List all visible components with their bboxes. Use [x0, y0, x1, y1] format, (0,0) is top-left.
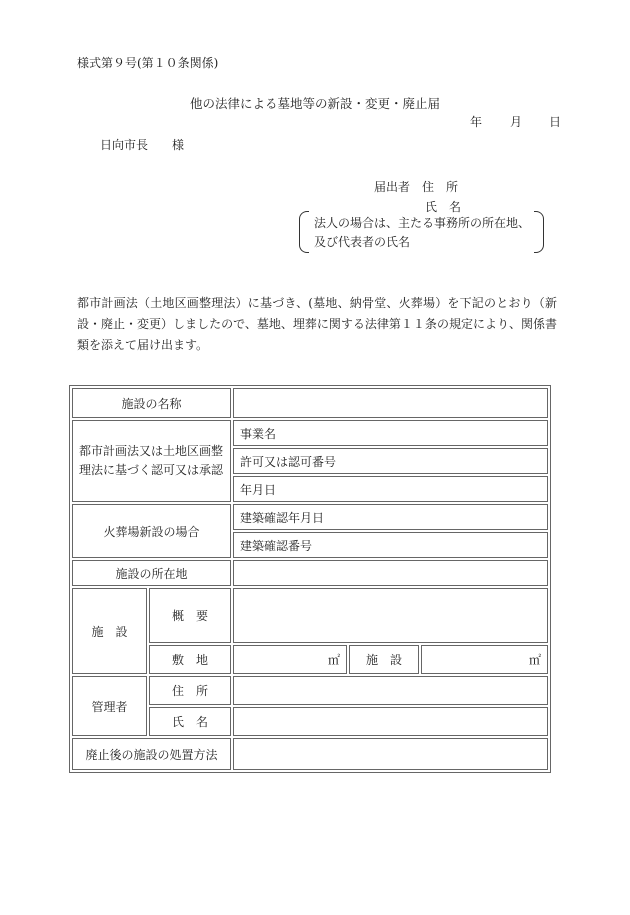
building-confirm-date-field[interactable]: 建築確認年月日	[233, 504, 548, 530]
applicant-address-label: 届出者 住 所	[374, 180, 459, 194]
approval-label-line1: 都市計画法又は土地区画整	[79, 444, 224, 458]
manager-name-field[interactable]	[233, 707, 548, 736]
date-month: 月	[510, 115, 523, 129]
facility-location-label: 施設の所在地	[72, 560, 231, 586]
date-day: 日	[549, 115, 562, 129]
approval-label-line2: 理法に基づく認可又は承認	[79, 463, 224, 477]
facility-location-field[interactable]	[233, 560, 548, 586]
building-confirm-number-field[interactable]: 建築確認番号	[233, 532, 548, 558]
notification-table	[69, 385, 551, 773]
form-number: 様式第９号(第１０条関係)	[77, 56, 219, 70]
manager-name-label: 氏 名	[149, 707, 231, 736]
facility-area-label: 施 設	[349, 645, 419, 674]
applicant-name-label: 氏 名	[425, 200, 462, 214]
body-text: 都市計画法（土地区画整理法）に基づき、(墓地、納骨堂、火葬場）を下記のとおり（新設・廃止・変更）しましたので、墓地、埋葬に関する法律第１１条の規定により、関係書類を添えて届け出ます。	[77, 296, 557, 352]
manager-address-field[interactable]	[233, 676, 548, 705]
facility-name-field[interactable]	[233, 388, 548, 418]
approval-date-field[interactable]: 年月日	[233, 476, 548, 502]
site-area-field[interactable]: ㎡	[233, 645, 347, 674]
facility-label: 施 設	[72, 588, 147, 674]
facility-area-field[interactable]: ㎡	[421, 645, 548, 674]
manager-address-label: 住 所	[149, 676, 231, 705]
facility-name-label: 施設の名称	[72, 388, 231, 418]
overview-field[interactable]	[233, 588, 548, 643]
permit-number-field[interactable]: 許可又は認可番号	[233, 448, 548, 474]
document-title: 他の法律による墓地等の新設・変更・廃止届	[189, 96, 440, 111]
disposal-method-label: 廃止後の施設の処置方法	[72, 738, 231, 770]
corporate-note-line2: 及び代表者の氏名	[314, 235, 411, 249]
right-bracket	[534, 211, 544, 253]
overview-label: 概 要	[149, 588, 231, 643]
date-line	[470, 113, 561, 130]
site-label: 敷 地	[149, 645, 231, 674]
corporate-note-line1: 法人の場合は、主たる事務所の所在地、	[314, 216, 531, 230]
business-name-field[interactable]: 事業名	[233, 420, 548, 446]
manager-label: 管理者	[72, 676, 147, 736]
disposal-method-field[interactable]	[233, 738, 548, 770]
approval-label	[72, 420, 231, 502]
crematorium-label: 火葬場新設の場合	[72, 504, 231, 558]
left-bracket	[299, 211, 309, 253]
corporate-note	[299, 211, 544, 253]
addressee: 日向市長 様	[100, 138, 185, 152]
date-year: 年	[470, 115, 483, 129]
